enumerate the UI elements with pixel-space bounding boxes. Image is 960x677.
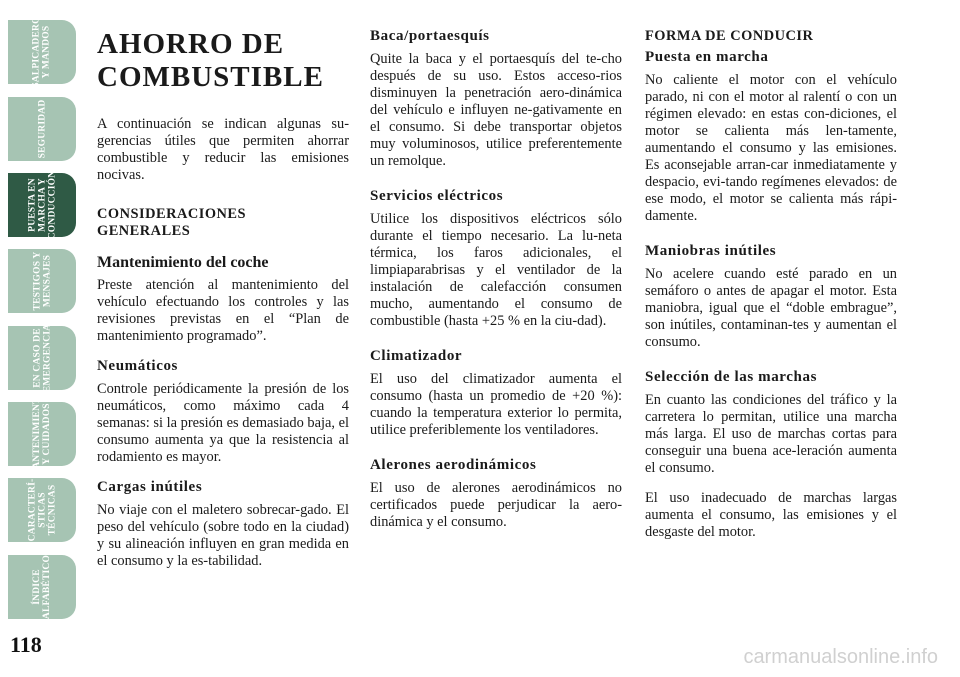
tab-label: ÍNDICE ALFABÉTICO <box>32 554 52 620</box>
heading-cargas: Cargas inútiles <box>97 479 203 495</box>
tab-label: CARACTERÍ- STICAS TÉCNICAS <box>26 478 57 542</box>
tab-label: MANTENIMIENTO Y CUIDADOS <box>32 390 52 478</box>
text-maniobras: No acelere cuando esté parado en un semáforo o antes de apagar el motor. Esta maniobra, igual que el “doble embrague”, son inútiles, contaminan-tes y aumentan el consumo. <box>645 266 897 350</box>
tab-label: SALPICADERO Y MANDOS <box>32 16 53 88</box>
heading-neumaticos: Neumáticos <box>97 358 178 374</box>
section-heading-forma: FORMA DE CONDUCIR <box>645 28 814 44</box>
page-number: 118 <box>10 632 42 657</box>
heading-climatizador: Climatizador <box>370 348 463 364</box>
heading-servicios: Servicios eléctricos <box>370 188 504 204</box>
heading-baca: Baca/portaesquís <box>370 28 490 44</box>
text-servicios: Utilice los dispositivos eléctricos sólo durante el tiempo necesario. La lu-neta térmica, los faros adicionales, el limpiaparabrisas y el ventilador de la instalación de calefacción consumen mucho, aumentando el consumo de combustible (hasta +25 % en la ciu-dad). <box>370 211 622 329</box>
text-mantenimiento: Preste atención al mantenimiento del vehículo efectuando los controles y las revisiones previstas en el “Plan de mantenimiento programado”. <box>97 277 349 344</box>
text-alerones: El uso de alerones aerodinámicos no certificados puede perjudicar la aero-dinámica y el consumo. <box>370 480 622 530</box>
heading-maniobras: Maniobras inútiles <box>645 243 777 259</box>
tab-seguridad[interactable] <box>8 97 76 161</box>
text-seleccion-1: En cuanto las condiciones del tráfico y la carretera lo permitan, utilice una marcha más larga. El uso de marchas cortas para conseguir una buena ace-leración aumenta el consumo. <box>645 392 897 476</box>
text-puesta: No caliente el motor con el vehículo parado, ni con el motor al ralentí o con un régimen elevado: en estas con-diciones, el motor se calienta más len-tamente, aumentando el consumo y las emisiones. Es aconsejable arran-car inmediatamente y despacio, evi-tando regímenes elevados: de ese modo, el motor se calienta más rápi-damente. <box>645 72 897 224</box>
text-cargas: No viaje con el maletero sobrecar-gado. El peso del vehículo (sobre todo en la ciudad) y su alineación influyen en gran medida en el consumo y la es-tabilidad. <box>97 502 349 569</box>
section-heading <box>97 206 349 240</box>
heading-puesta: Puesta en marcha <box>645 49 769 65</box>
tab-salpicadero[interactable] <box>8 16 76 88</box>
text-baca: Quite la baca y el portaesquís del te-cho después de su uso. Estos acceso-rios disminuyen la penetración aero-dinámica del vehículo e influyen ne-gativamente en el consumo. Si debe transportar objetos muy voluminosos, utilice preferentemente un remolque. <box>370 51 622 169</box>
title-line: COMBUSTIBLE <box>97 61 324 93</box>
section-line: GENERALES <box>97 223 191 239</box>
intro-text: A continuación se indican algunas su-gerencias útiles que permiten ahorrar combustible y reducir las emisiones nocivas. <box>97 116 349 183</box>
tab-emergencia[interactable] <box>8 323 76 393</box>
tab-label: EN CASO DE EMERGENCIA <box>32 323 53 393</box>
page-title <box>97 28 349 94</box>
title-line: AHORRO DE <box>97 28 285 60</box>
sidebar-tabs <box>0 0 80 630</box>
heading-seleccion: Selección de las marchas <box>645 369 818 385</box>
tab-mantenimiento[interactable] <box>8 390 76 478</box>
tab-indice[interactable] <box>8 555 76 619</box>
tab-caracteristicas[interactable] <box>8 478 76 542</box>
heading-mantenimiento: Mantenimiento del coche <box>97 254 269 271</box>
tab-testigos[interactable] <box>8 249 76 313</box>
text-neumaticos: Controle periódicamente la presión de los neumáticos, como máximo cada 4 semanas: si la presión es demasiado baja, el consumo aumenta ya que la resistencia al rodamiento es mayor. <box>97 381 349 465</box>
heading-alerones: Alerones aerodinámicos <box>370 457 537 473</box>
column-2 <box>370 28 622 544</box>
text-seleccion-2: El uso inadecuado de marchas largas aumenta el consumo, las emisiones y el desgaste del motor. <box>645 490 897 540</box>
tab-label: TESTIGOS Y MENSAJES <box>32 251 52 311</box>
tab-label: PUESTA EN MARCHA Y CONDUCCIÓN <box>27 170 57 240</box>
watermark: carmanualsonline.info <box>743 646 938 668</box>
column-3 <box>645 28 897 554</box>
column-1 <box>97 28 349 583</box>
section-line: CONSIDERACIONES <box>97 206 247 222</box>
tab-puesta-en-marcha[interactable] <box>8 170 76 240</box>
tab-label: SEGURIDAD <box>37 99 47 159</box>
text-climatizador: El uso del climatizador aumenta el consumo (hasta un promedio de +20 %): cuando la temperatura exterior lo permita, utilice preferiblemente los ventiladores. <box>370 371 622 438</box>
